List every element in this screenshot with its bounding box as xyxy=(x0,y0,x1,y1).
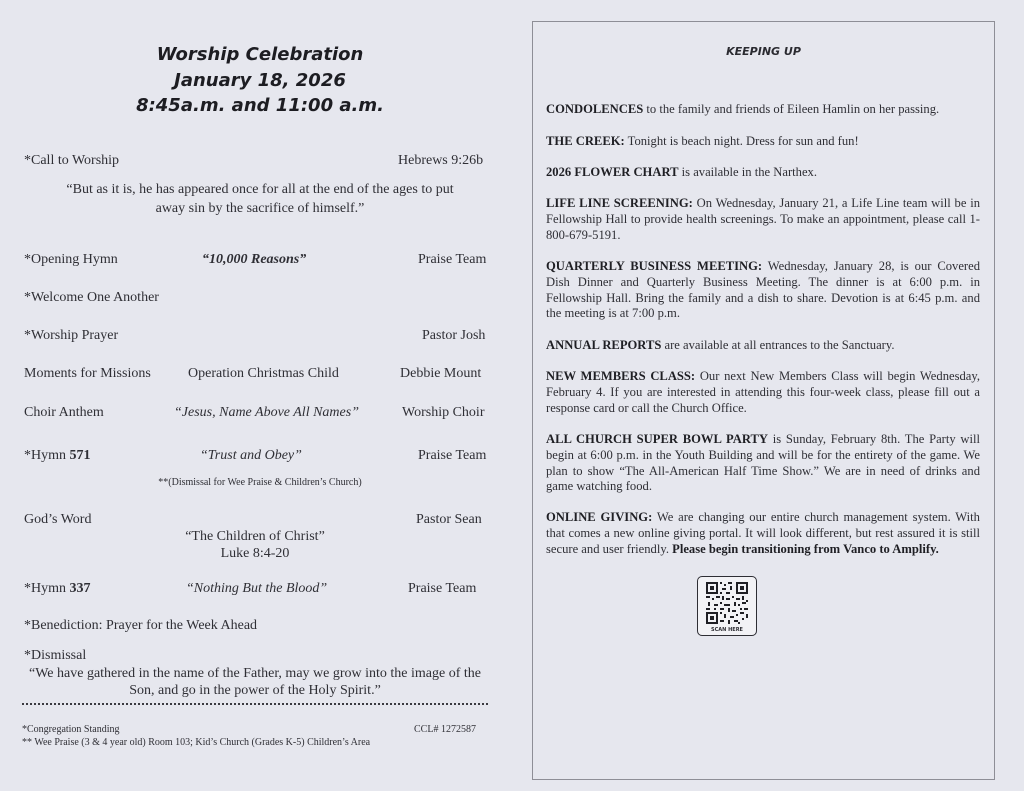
announcement-text: to the family and friends of Eileen Hamlin on her passing. xyxy=(643,102,940,116)
qr-scan-label: SCAN HERE xyxy=(711,627,743,633)
announcement-heading: 2026 FLOWER CHART xyxy=(546,165,679,179)
children-programs-note: ** Wee Praise (3 & 4 year old) Room 103; Kid’s Church (Grades K-5) Children’s Area xyxy=(22,737,371,748)
qr-code-icon xyxy=(705,581,749,625)
congregation-standing-note: *Congregation Standing xyxy=(22,724,120,735)
hymn-337-leader: Praise Team xyxy=(408,581,477,596)
announcement-the-creek xyxy=(546,134,980,150)
call-to-worship-reference: Hebrews 9:26b xyxy=(398,153,484,168)
announcement-heading: CONDOLENCES xyxy=(546,102,644,116)
missions-title: Operation Christmas Child xyxy=(188,366,339,381)
announcement-heading: QUARTERLY BUSINESS MEETING: xyxy=(546,259,763,273)
announcement-condolences xyxy=(546,102,980,118)
choir-anthem-label: Choir Anthem xyxy=(24,405,104,420)
dismissal-label: *Dismissal xyxy=(24,648,87,663)
opening-hymn-label: *Opening Hymn xyxy=(24,252,118,267)
announcement-life-line-screening xyxy=(546,196,980,243)
announcement-text: On Wednesday, January 21, a Life Line team will be in Fellowship Hall to provide health screenings. To make an appointment, please call 1-800-679-5191. xyxy=(546,196,980,242)
announcement-text: is available in the Narthex. xyxy=(678,165,817,179)
call-to-worship-quote-line-1: “But as it is, he has appeared once for all at the end of the ages to put xyxy=(66,182,454,197)
announcement-new-members-class xyxy=(546,369,980,416)
announcement-text: are available at all entrances to the Sanctuary. xyxy=(661,338,895,352)
children-dismissal-note: **(Dismissal for Wee Praise & Children’s Church) xyxy=(158,477,362,488)
gods-word-leader: Pastor Sean xyxy=(416,512,482,527)
announcement-heading: THE CREEK: xyxy=(546,134,625,148)
worship-prayer-leader: Pastor Josh xyxy=(422,328,486,343)
hymn-label-prefix: *Hymn xyxy=(24,581,70,596)
announcement-heading: ALL CHURCH SUPER BOWL PARTY xyxy=(546,432,768,446)
benediction: *Benediction: Prayer for the Week Ahead xyxy=(24,618,258,633)
choir-anthem-title: “Jesus, Name Above All Names” xyxy=(174,405,359,420)
announcement-text: Wednesday, January 28, is our Covered Dish Dinner and Quarterly Business Meeting. The dinner is at 6:00 p.m. in Fellowship Hall. Bring the family and a dish to share. Devotion is at 6:45 p.m. and the meeting is at 7:00 p.m. xyxy=(546,259,980,321)
announcement-text: is Sunday, February 8th. The Party will begin at 6:00 p.m. in the Youth Building and will be for the entirety of the game. We plan to show “The All-American Half Time Show.” We are in need of drinks and game watching food. xyxy=(546,432,981,494)
announcement-text: Tonight is beach night. Dress for sun and fun! xyxy=(624,134,859,148)
welcome-one-another: *Welcome One Another xyxy=(24,290,159,305)
sermon-reference: Luke 8:4-20 xyxy=(220,546,290,561)
missions-label: Moments for Missions xyxy=(24,366,151,381)
footer-divider xyxy=(22,703,488,705)
hymn-337-title: “Nothing But the Blood” xyxy=(186,581,328,596)
service-times: 8:45a.m. and 11:00 a.m. xyxy=(136,95,384,116)
dismissal-quote-line-2: Son, and go in the power of the Holy Spirit.” xyxy=(129,683,381,698)
announcement-online-giving xyxy=(546,510,980,557)
keeping-up-title: KEEPING UP xyxy=(726,45,801,58)
gods-word-label: God’s Word xyxy=(24,512,92,527)
hymn-571-leader: Praise Team xyxy=(418,448,487,463)
announcement-super-bowl-party xyxy=(546,432,980,495)
announcement-heading: ONLINE GIVING: xyxy=(546,510,653,524)
announcement-heading: LIFE LINE SCREENING: xyxy=(546,196,693,210)
sermon-title: “The Children of Christ” xyxy=(185,529,325,544)
announcement-emphasis: Please begin transitioning from Vanco to Amplify. xyxy=(672,541,939,556)
opening-hymn-title: “10,000 Reasons” xyxy=(202,252,307,267)
announcement-heading: NEW MEMBERS CLASS: xyxy=(546,369,696,383)
call-to-worship-quote-line-2: away sin by the sacrifice of himself.” xyxy=(155,201,365,216)
hymn-label-prefix: *Hymn xyxy=(24,448,70,463)
announcement-text: Our next New Members Class will begin Wednesday, February 4. If you are interested in attending this four-week class, please fill out a response card or call the Church Office. xyxy=(546,369,980,415)
opening-hymn-leader: Praise Team xyxy=(418,252,487,267)
announcement-heading: ANNUAL REPORTS xyxy=(546,338,662,352)
choir-anthem-leader: Worship Choir xyxy=(402,405,485,420)
announcement-quarterly-business-meeting xyxy=(546,259,980,322)
hymn-number: 571 xyxy=(69,448,91,463)
ccl-number: CCL# 1272587 xyxy=(414,724,476,735)
dismissal-quote-line-1: “We have gathered in the name of the Father, may we grow into the image of the xyxy=(29,666,481,681)
announcement-flower-chart xyxy=(546,165,980,181)
worship-prayer-label: *Worship Prayer xyxy=(24,328,119,343)
hymn-571-title: “Trust and Obey” xyxy=(200,448,302,463)
announcement-text: We are changing our entire church management system. With that comes a new online giving portal. It will look different, but rest assured it is still secure and user friendly. xyxy=(546,510,980,556)
service-date: January 18, 2026 xyxy=(174,70,346,91)
online-giving-qr-code[interactable] xyxy=(697,576,757,636)
hymn-337-label xyxy=(24,581,91,597)
call-to-worship-label: *Call to Worship xyxy=(24,153,120,168)
hymn-571-label xyxy=(24,448,91,464)
service-title: Worship Celebration xyxy=(156,44,364,65)
announcement-annual-reports xyxy=(546,338,980,354)
missions-leader: Debbie Mount xyxy=(400,366,482,381)
hymn-number: 337 xyxy=(69,581,91,596)
